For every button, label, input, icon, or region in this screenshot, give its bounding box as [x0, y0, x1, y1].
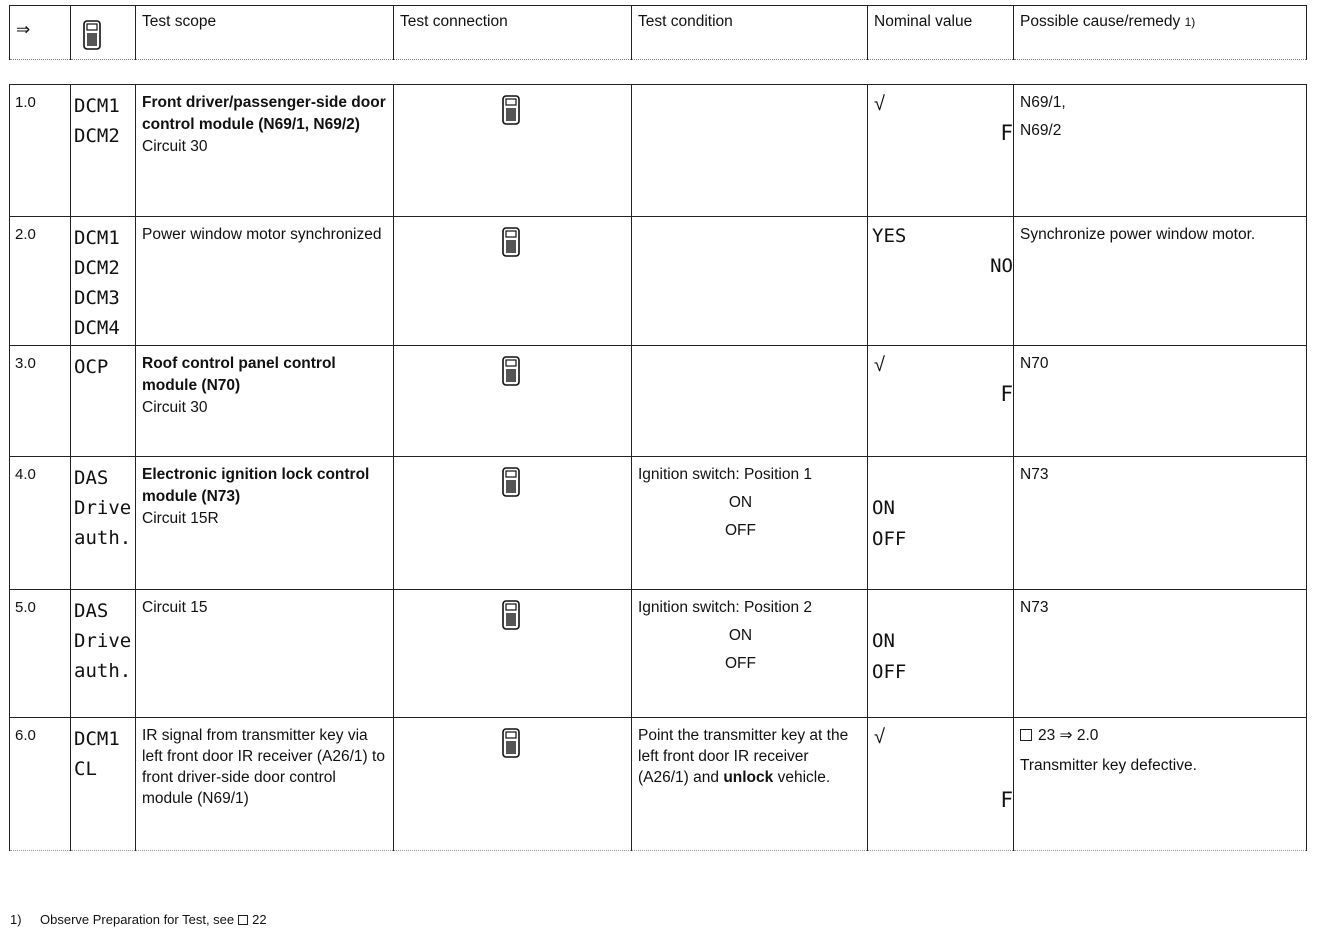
tester-icon — [502, 600, 520, 630]
test-condition: Ignition switch: Position 2 ON OFF — [638, 599, 813, 672]
nominal-off: OFF — [872, 528, 907, 550]
module-codes: DCM1 DCM2 — [74, 95, 120, 147]
module-codes: DAS Drive auth. — [74, 467, 132, 549]
possible-cause: N73 — [1020, 466, 1049, 483]
header-table — [9, 5, 1307, 60]
header-test-connection: Test connection — [394, 6, 632, 60]
step-number: 3.0 — [15, 355, 36, 372]
module-codes: OCP — [74, 356, 109, 378]
footnote-page-link[interactable]: 22 — [252, 912, 267, 927]
page-ref-icon — [1020, 729, 1032, 741]
nominal-value — [868, 217, 1014, 346]
test-connection — [394, 590, 632, 718]
header-test-condition: Test condition — [632, 6, 868, 60]
arrow-icon: ⇒ — [16, 20, 31, 39]
module-codes: DCM1 CL — [74, 728, 120, 780]
header-arrow-cell — [10, 6, 71, 60]
nominal-value — [868, 85, 1014, 217]
tester-icon — [502, 227, 520, 257]
possible-cause: 23 ⇒ 2.0 Transmitter key defective. — [1020, 727, 1197, 774]
footnote: 1) Observe Preparation for Test, see 22 — [10, 912, 267, 927]
nominal-value — [868, 590, 1014, 718]
nominal-value — [868, 346, 1014, 457]
page-ref-link[interactable]: 23 ⇒ 2.0 — [1038, 727, 1099, 744]
test-condition: Point the transmitter key at the left front door IR receiver (A26/1) and unlock vehicle. — [638, 727, 849, 786]
test-scope: IR signal from transmitter key via left front door IR receiver (A26/1) to front driver-side door control module (N69/1) — [142, 727, 385, 807]
check-icon: √ — [874, 354, 885, 376]
tester-icon — [502, 728, 520, 758]
nominal-on: ON — [872, 630, 895, 652]
check-icon: √ — [874, 93, 885, 115]
test-scope: Circuit 15 — [142, 599, 208, 616]
test-connection — [394, 346, 632, 457]
test-condition — [632, 85, 868, 217]
test-scope: Roof control panel control module (N70) Circuit 30 — [142, 355, 336, 416]
header-possible-cause: Possible cause/remedy 1) — [1014, 6, 1307, 60]
test-connection — [394, 85, 632, 217]
table-row — [10, 85, 1307, 217]
tester-icon — [502, 467, 520, 497]
nominal-value — [868, 718, 1014, 851]
header-test-scope: Test scope — [136, 6, 394, 60]
table-row — [10, 217, 1307, 346]
step-number: 2.0 — [15, 226, 36, 243]
step-number: 1.0 — [15, 94, 36, 111]
possible-cause: N73 — [1020, 599, 1049, 616]
tester-icon — [83, 20, 101, 50]
possible-cause: Synchronize power window motor. — [1020, 226, 1256, 243]
fault-flag: F — [1000, 382, 1013, 406]
nominal-value — [868, 457, 1014, 590]
test-condition: Ignition switch: Position 1 ON OFF — [638, 466, 813, 539]
nominal-off: OFF — [872, 661, 907, 683]
header-device-cell — [71, 6, 136, 60]
table-row — [10, 718, 1307, 851]
fault-flag: F — [1000, 788, 1013, 812]
step-number: 4.0 — [15, 466, 36, 483]
page-ref-icon — [238, 915, 248, 925]
module-codes: DAS Drive auth. — [74, 600, 132, 682]
test-connection — [394, 217, 632, 346]
possible-cause: N69/1, N69/2 — [1020, 94, 1066, 139]
possible-cause: N70 — [1020, 355, 1049, 372]
table-row — [10, 346, 1307, 457]
fault-flag: F — [1000, 121, 1013, 145]
nominal-yes: YES — [872, 225, 907, 247]
check-icon: √ — [874, 726, 885, 748]
header-nominal-value: Nominal value — [868, 6, 1014, 60]
nominal-no: NO — [990, 255, 1013, 277]
tester-icon — [502, 95, 520, 125]
table-row — [10, 457, 1307, 590]
table-row — [10, 590, 1307, 718]
test-condition — [632, 217, 868, 346]
step-number: 6.0 — [15, 727, 36, 744]
test-condition — [632, 346, 868, 457]
step-number: 5.0 — [15, 599, 36, 616]
test-scope: Electronic ignition lock control module (N73) Circuit 15R — [142, 466, 370, 527]
module-codes: DCM1 DCM2 DCM3 DCM4 — [74, 227, 120, 339]
test-connection — [394, 718, 632, 851]
test-scope: Front driver/passenger-side door control module (N69/1, N69/2) Circuit 30 — [142, 94, 386, 155]
tester-icon — [502, 356, 520, 386]
test-scope: Power window motor synchronized — [142, 226, 382, 243]
test-connection — [394, 457, 632, 590]
nominal-on: ON — [872, 497, 895, 519]
test-table — [9, 84, 1307, 851]
